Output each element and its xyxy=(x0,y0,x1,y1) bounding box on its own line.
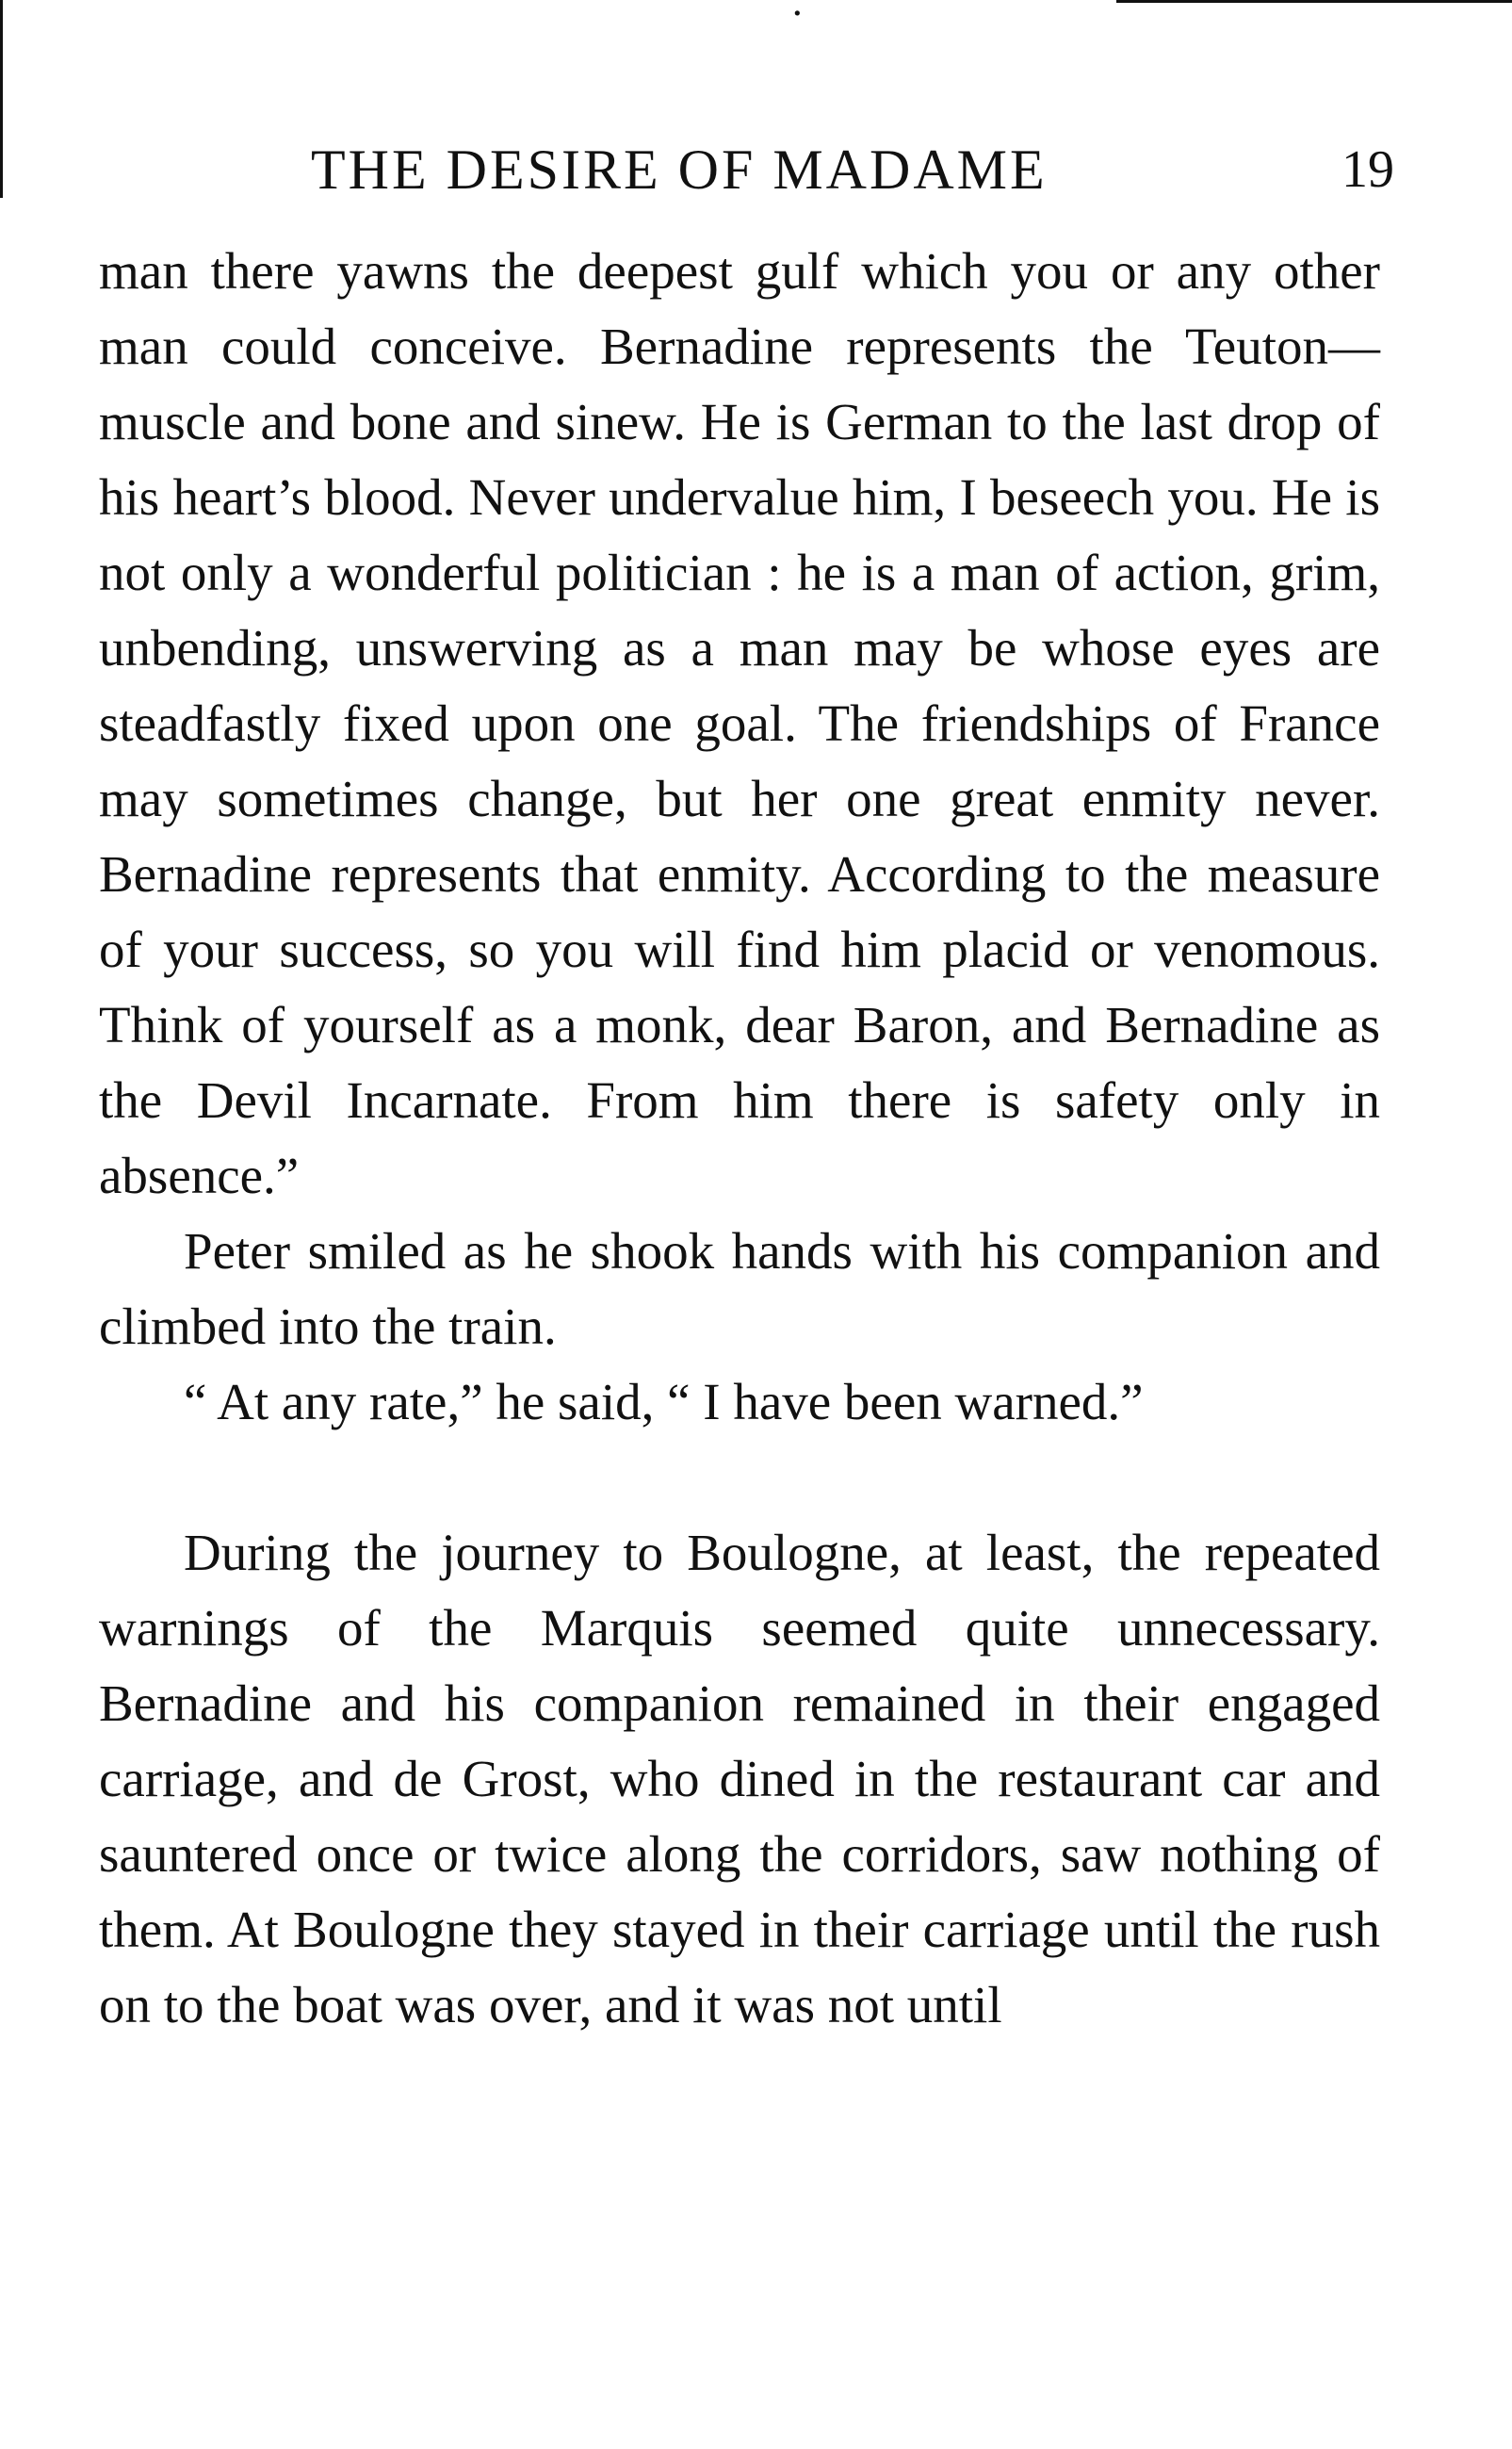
paragraph-journey: During the journey to Boulogne, at least, the repeated warnings of the Marquis seemed quite unnecessary. Bernadine and his companion remained in their engaged carriage, and de Grost, who dined in the restaurant car and sauntered once or twice along the corridors, saw nothing of them. At Boulogne they stayed in their carriage until the rush on to the boat was over, and it was not until xyxy=(99,1524,1380,2033)
page-number: 19 xyxy=(1341,140,1394,199)
page-edge-top xyxy=(1116,0,1512,3)
paragraph-peter-smiled: Peter smiled as he shook hands with his companion and climbed into the train. xyxy=(99,1222,1380,1355)
top-mark: · xyxy=(791,0,804,36)
paragraph-warned: “ At any rate,” he said, “ I have been warned.” xyxy=(184,1373,1144,1430)
paragraph-continuation: man there yawns the deepest gulf which you or any other man could conceive. Bernadine represents the Teuton—muscle and bone and sinew. He is German to the last drop of his heart’s blood. Never undervalue him, I beseech you. He is not only a wonderful politician : he is a man of action, grim, unbending, unswerving as a man may be whose eyes are steadfastly fixed upon one goal. The friendships of France may sometimes change, but her one great enmity never. Bernadine represents that enmity. According to the measure of your success, so you will find him placid or venomous. Think of yourself as a monk, dear Baron, and Bernadine as the Devil Incarnate. From him there is safety only in absence.” xyxy=(99,242,1380,1204)
page-header xyxy=(311,132,1394,207)
body-text xyxy=(99,234,1380,2043)
section-break xyxy=(99,1440,1380,1515)
page-edge-left xyxy=(0,0,3,198)
running-title: THE DESIRE OF MADAME xyxy=(311,139,1048,201)
